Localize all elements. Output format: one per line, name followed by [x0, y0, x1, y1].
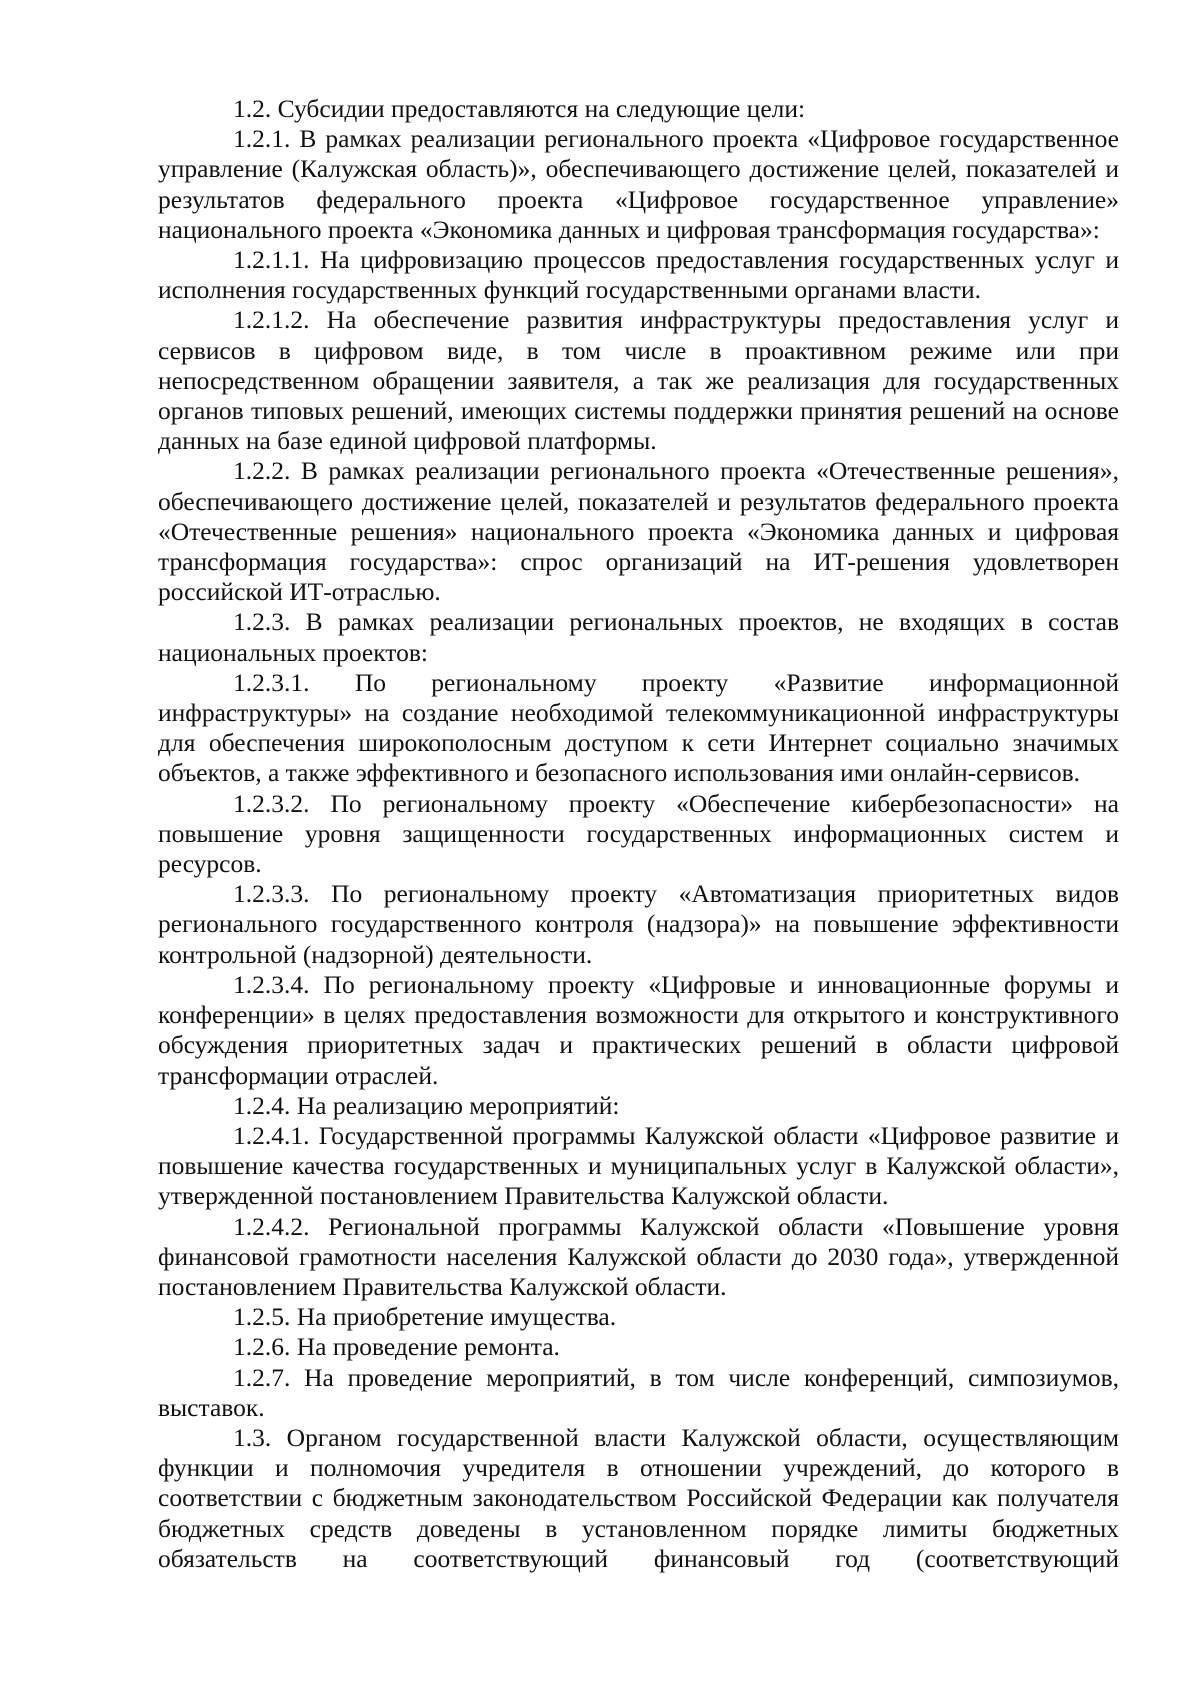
- paragraph-1-2-1-2: 1.2.1.2. На обеспечение развития инфраструктуры предоставления услуг и сервисов в цифровом виде, в том числе в проактивном режиме или при непосредственном обращении заявителя, а так же реализация для государственных органов типовых решений, имеющих системы поддержки принятия решений на основе данных на базе единой цифровой платформы.: [158, 305, 1119, 456]
- paragraph-1-2-2: 1.2.2. В рамках реализации регионального проекта «Отечественные решения», обеспечивающего достижение целей, показателей и результатов федерального проекта «Отечественные решения» национального проекта «Экономика данных и цифровая трансформация государства»: спрос организаций на ИТ-решения удовлетворен российской ИТ-отраслью.: [158, 456, 1119, 607]
- paragraph-1-2-1: 1.2.1. В рамках реализации регионального проекта «Цифровое государственное управление (Калужская область)», обеспечивающего достижение целей, показателей и результатов федерального проекта «Цифровое государственное управление» национального проекта «Экономика данных и цифровая трансформация государства»:: [158, 124, 1119, 244]
- paragraph-1-2-3-3: 1.2.3.3. По региональному проекту «Автоматизация приоритетных видов регионального государственного контроля (надзора)» на повышение эффективности контрольной (надзорной) деятельности.: [158, 879, 1119, 969]
- paragraph-1-2-3-2: 1.2.3.2. По региональному проекту «Обеспечение кибербезопасности» на повышение уровня защищенности государственных информационных систем и ресурсов.: [158, 788, 1119, 879]
- paragraph-1-2-1-1: 1.2.1.1. На цифровизацию процессов предоставления государственных услуг и исполнения государственных функций государственными органами власти.: [158, 245, 1119, 305]
- paragraph-1-2-4-2: 1.2.4.2. Региональной программы Калужской области «Повышение уровня финансовой грамотности населения Калужской области до 2030 года», утвержденной постановлением Правительства Калужской области.: [158, 1211, 1119, 1301]
- paragraph-1-2-3: 1.2.3. В рамках реализации региональных проектов, не входящих в состав национальных проектов:: [158, 607, 1119, 667]
- paragraph-1-2-4: 1.2.4. На реализацию мероприятий:: [233, 1090, 620, 1120]
- paragraph-1-2-7: 1.2.7. На проведение мероприятий, в том числе конференций, симпозиумов, выставок.: [158, 1362, 1119, 1422]
- document-body: [158, 94, 1119, 1574]
- paragraph-1-2-3-1: 1.2.3.1. По региональному проекту «Развитие информационной инфраструктуры» на создание необходимой телекоммуникационной инфраструктуры для обеспечения широкополосным доступом к сети Интернет социально значимых объектов, а также эффективного и безопасного использования ими онлайн-сервисов.: [158, 667, 1119, 788]
- paragraph-1-2-5: 1.2.5. На приобретение имущества.: [233, 1302, 617, 1332]
- paragraph-1-2-4-1: 1.2.4.1. Государственной программы Калужской области «Цифровое развитие и повышение качества государственных и муниципальных услуг в Калужской области», утвержденной постановлением Правительства Калужской области.: [158, 1120, 1119, 1211]
- paragraph-1-3: 1.3. Органом государственной власти Калужской области, осуществляющим функции и полномочия учредителя в отношении учреждений, до которого в соответствии с бюджетным законодательством Российской Федерации как получателя бюджетных средств доведены в установленном порядке лимиты бюджетных обязательств на соответствующий финансовый год (соответствующий: [158, 1422, 1119, 1573]
- paragraph-1-2-3-4: 1.2.3.4. По региональному проекту «Цифровые и инновационные форумы и конференции» в целях предоставления возможности для открытого и конструктивного обсуждения приоритетных задач и практических решений в области цифровой трансформации отраслей.: [158, 969, 1119, 1090]
- paragraph-1-2: 1.2. Субсидии предоставляются на следующие цели:: [233, 94, 806, 123]
- paragraph-1-2-6: 1.2.6. На проведение ремонта.: [233, 1332, 560, 1362]
